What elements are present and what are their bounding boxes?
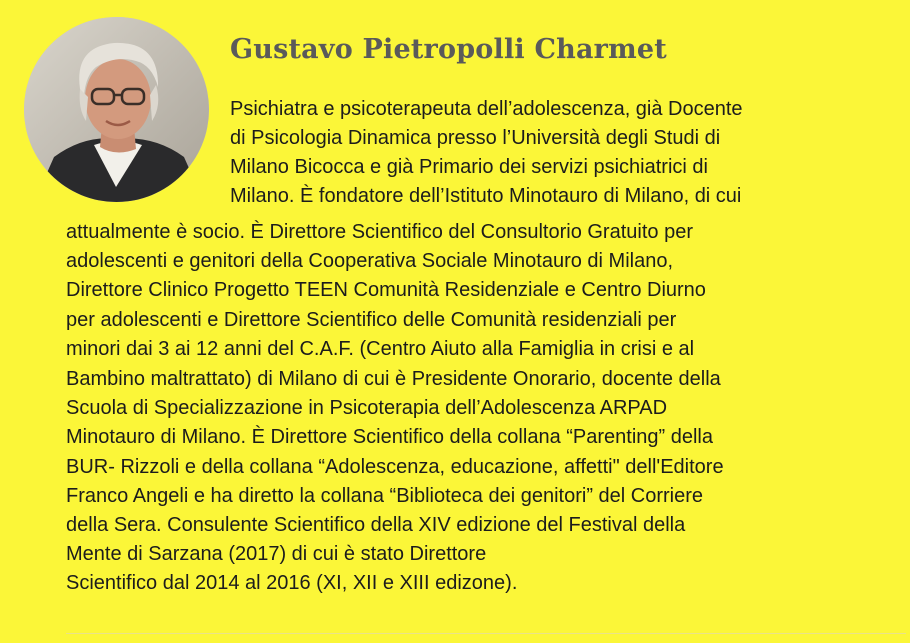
bio-line: minori dai 3 ai 12 anni del C.A.F. (Centro Aiuto alla Famiglia in crisi e al [66, 338, 695, 360]
bio-line: Direttore Clinico Progetto TEEN Comunità Residenziale e Centro Diurno [66, 279, 706, 301]
bio-line: Milano Bicocca e già Primario dei servizi psichiatrici di [230, 156, 708, 178]
author-portrait [24, 17, 209, 202]
bio-line: Scientifico dal 2014 al 2016 (XI, XII e XIII edizone). [66, 572, 518, 594]
bio-line: Franco Angeli e ha diretto la collana “Biblioteca dei genitori” del Corriere [66, 485, 704, 507]
bio-line: attualmente è socio. È Direttore Scientifico del Consultorio Gratuito per [66, 221, 693, 243]
bio-line: Milano. È fondatore dell’Istituto Minotauro di Milano, di cui [230, 185, 742, 207]
bio-line: di Psicologia Dinamica presso l’Università degli Studi di [230, 127, 721, 149]
bio-line: della Sera. Consulente Scientifico della XIV edizione del Festival della [66, 514, 686, 536]
bio-line: per adolescenti e Direttore Scientifico delle Comunità residenziali per [66, 309, 677, 331]
bio-line: Mente di Sarzana (2017) di cui è stato Direttore [66, 543, 487, 565]
bio-line: BUR- Rizzoli e della collana “Adolescenza, educazione, affetti" dell'Editore [66, 456, 724, 478]
bio-line: adolescenti e genitori della Cooperativa Sociale Minotauro di Milano, [66, 250, 674, 272]
bio-line: Bambino maltrattato) di Milano di cui è Presidente Onorario, docente della [66, 368, 721, 390]
bio-line: Minotauro di Milano. È Direttore Scientifico della collana “Parenting” della [66, 426, 713, 448]
divider [66, 633, 906, 634]
portrait-image [24, 17, 209, 202]
person-name: Gustavo Pietropolli Charmet [230, 34, 667, 65]
bio-line: Scuola di Specializzazione in Psicoterapia dell’Adolescenza ARPAD [66, 397, 668, 419]
bio-line: Psichiatra e psicoterapeuta dell’adolescenza, già Docente [230, 98, 743, 120]
